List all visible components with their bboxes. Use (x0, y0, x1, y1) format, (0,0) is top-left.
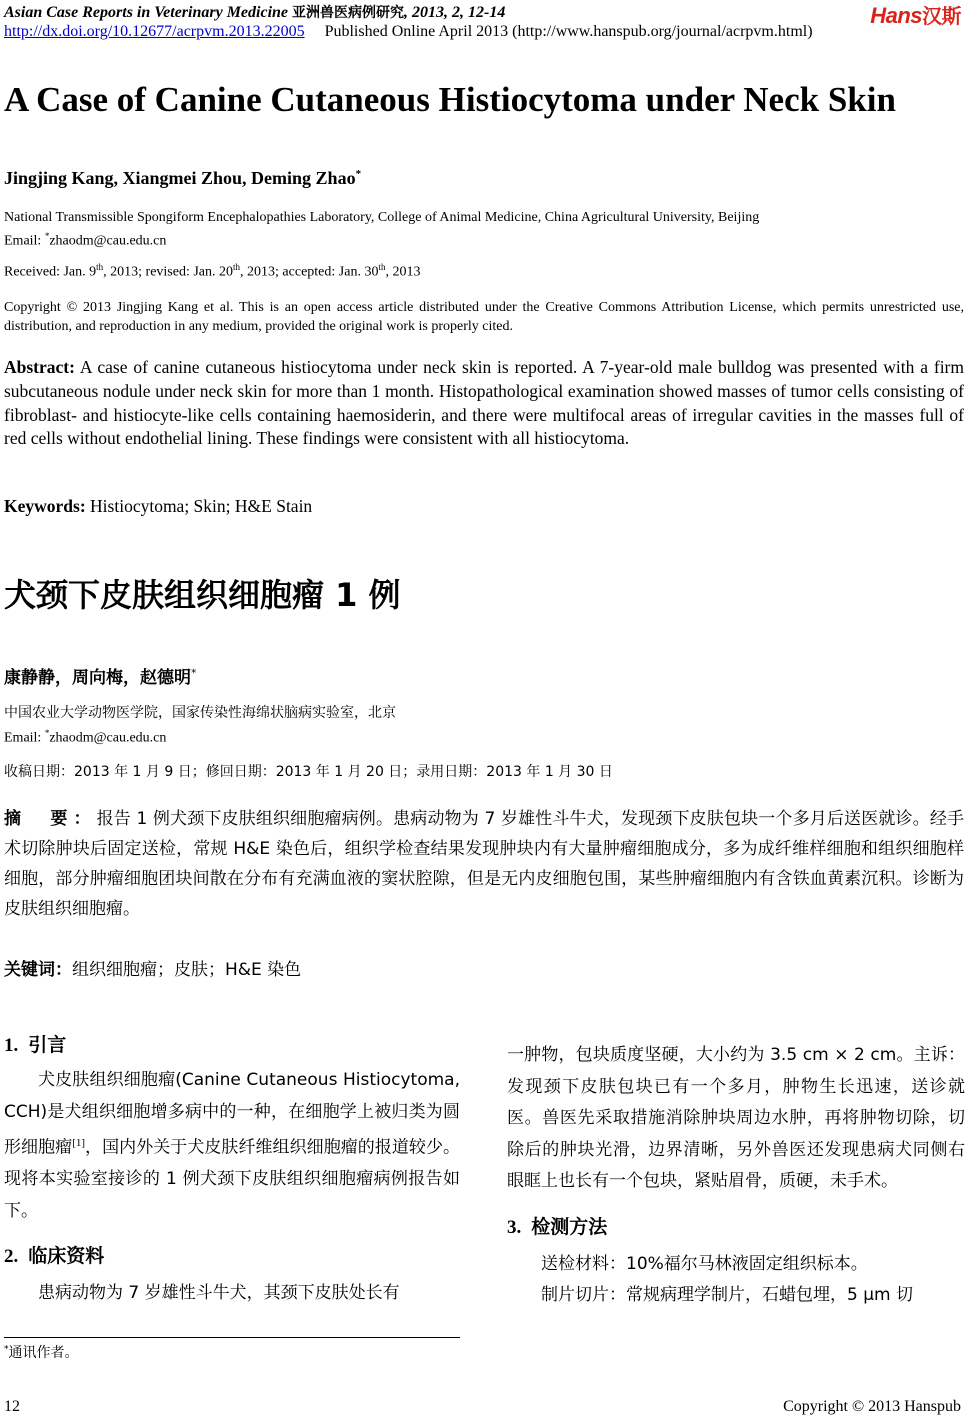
paragraph (4, 1065, 460, 1227)
footnote (4, 1342, 79, 1362)
section-number: 3. (507, 1216, 522, 1238)
email-label-cn: Email: (4, 730, 45, 746)
footnote-divider (4, 1337, 460, 1338)
ordinal-suffix: th (96, 262, 104, 272)
section-title: 检测方法 (531, 1215, 608, 1238)
email-mark-cn: * (44, 728, 50, 738)
published-online: Published Online April 2013 (http://www.hanspub.org/journal/acrpvm.html) (324, 23, 813, 40)
journal-name-cn: 亚洲兽医病例研究 (292, 5, 405, 21)
abstract-text-cn: 报告 1 例犬颈下皮肤组织细胞瘤病例。患病动物为 7 岁雄性斗牛犬，发现颈下皮肤包块一个多月后送医就诊。经手术切除肿块后固定送检，常规 H&E 染色后，组织学检查结果发现肿块内有大量肿瘤细胞成分，多为成纤维样细胞和组织细胞样细胞，部分肿瘤细胞团块间散在分布有充满血液的窦状腔隙，但是无内皮细胞包围，某些肿瘤细胞内有含铁血黄素沉积。诊断为皮肤组织细胞瘤。 (4, 809, 964, 919)
page-number: 12 (4, 1398, 20, 1415)
author-names-en: Jingjing Kang, Xiangmei Zhou, Deming Zhao (4, 168, 356, 188)
section-number: 1. (4, 1035, 19, 1056)
doi-line (4, 23, 813, 41)
paragraph: 送检材料：10%福尔马林液固定组织标本。 (541, 1253, 868, 1274)
affiliation-text-cn: 中国农业大学动物医学院，国家传染性海绵状脑病实验室，北京 (4, 705, 396, 721)
keywords-en (4, 496, 312, 517)
corresponding-mark: * (355, 168, 362, 180)
keywords-text-cn: 组织细胞瘤；皮肤；H&E 染色 (72, 960, 302, 980)
received-part: , 2013 (385, 264, 421, 280)
body-left-column (4, 1030, 460, 1310)
email-label: Email: (4, 233, 45, 249)
received-part: , 2013; accepted: Jan. 30 (240, 264, 379, 280)
body-right-column (507, 1040, 965, 1312)
section-number: 2. (4, 1246, 19, 1268)
logo-cn: 汉斯 (922, 4, 961, 28)
email-address: zhaodm@cau.edu.cn (49, 233, 167, 249)
affiliation-en (4, 208, 759, 251)
doi-link[interactable]: http://dx.doi.org/10.12677/acrpvm.2013.22005 (4, 23, 305, 40)
paragraph: 患病动物为 7 岁雄性斗牛犬，其颈下皮肤处长有 (38, 1283, 400, 1304)
footnote-mark: * (4, 1344, 9, 1355)
abstract-cn (4, 804, 964, 924)
affiliation-text-en: National Transmissible Spongiform Encephalopathies Laboratory, College of Animal Medicine, China Agricultural University, Beijing (4, 210, 760, 225)
keywords-label-cn: 关键词： (4, 960, 72, 980)
affiliation-cn (4, 703, 396, 749)
paragraph-text: 犬皮肤组织细胞瘤(Canine Cutaneous Histiocytoma, CCH)是犬组织细胞增多病中的一种，在细胞学上被归类为圆形细胞瘤 (4, 1070, 460, 1158)
section-title: 引言 (28, 1034, 67, 1056)
journal-header (4, 2, 505, 22)
paragraph: 制片切片：常规病理学制片，石蜡包埋，5 μm 切 (541, 1285, 913, 1305)
keywords-label-en: Keywords: (4, 496, 86, 516)
received-dates-en (4, 262, 420, 281)
authors-en (4, 168, 361, 189)
keywords-cn (4, 955, 301, 980)
email-mark: * (44, 231, 50, 241)
article-title-en: A Case of Canine Cutaneous Histiocytoma under Neck Skin (4, 80, 896, 119)
section-heading (4, 1030, 460, 1057)
received-part: , 2013; revised: Jan. 20 (103, 264, 234, 280)
abstract-text-en: A case of canine cutaneous histiocytoma under neck skin is reported. A 7-year-old male bulldog was presented with a firm subcutaneous nodule under neck skin for more than 1 month. Histopathological examination showed masses of tumor cells consisting of fibroblast- and histiocyte-like cells containing haemosiderin, and there were multifocal areas of irregular cavities in the masses full of red cells without endothelial lining. These findings were consistent with all histiocytoma. (4, 357, 964, 449)
keywords-text-en: Histiocytoma; Skin; H&E Stain (90, 496, 313, 516)
ordinal-suffix: th (378, 262, 386, 272)
abstract-label-cn: 摘 要： (4, 809, 97, 829)
abstract-en (4, 356, 964, 451)
email-line-cn (4, 723, 396, 749)
paragraph: 一肿物，包块质度坚硬，大小约为 3.5 cm × 2 cm。主诉：发现颈下皮肤包块已有一个多月，肿物生长迅速，送诊就医。兽医先采取措施消除肿块周边水肿，再将肿物切除，切除后的肿块光滑，边界清晰，另外兽医还发现患病犬同侧右眼眶上也长有一个包块，紧贴眉骨，质硬，未手术。 (507, 1045, 965, 1191)
logo-latin: Hans (870, 3, 922, 28)
received-dates-cn: 收稿日期：2013 年 1 月 9 日；修回日期：2013 年 1 月 20 日；录用日期：2013 年 1 月 30 日 (4, 764, 613, 780)
volume-info: , 2013, 2, 12-14 (404, 4, 506, 21)
email-address-cn: zhaodm@cau.edu.cn (49, 730, 167, 746)
copyright-notice: Copyright © 2013 Jingjing Kang et al. This is an open access article distributed under the Creative Commons Attribution License, which permits unrestricted use, distribution, and reproduction in any medium, provided the original work is properly cited. (4, 300, 964, 334)
corresponding-mark-cn: * (191, 666, 197, 680)
journal-name: Asian Case Reports in Veterinary Medicine (4, 4, 289, 21)
author-names-cn: 康静静，周向梅，赵德明 (4, 668, 191, 688)
publisher-logo (870, 0, 961, 29)
email-line-en (4, 227, 759, 251)
paragraph-text: ，国内外关于犬皮肤纤维组织细胞瘤的报道较少。现将本实验室接诊的 1 例犬颈下皮肤组织细胞瘤病例报告如下。 (4, 1137, 461, 1221)
citation-ref: [1] (72, 1137, 86, 1149)
section-heading (507, 1212, 965, 1239)
section-title: 临床资料 (28, 1245, 105, 1268)
footnote-text: 通讯作者。 (8, 1345, 79, 1361)
received-part: Received: Jan. 9 (4, 264, 97, 280)
section-heading (4, 1241, 460, 1268)
footer-copyright: Copyright © 2013 Hanspub (783, 1398, 961, 1415)
article-title-cn: 犬颈下皮肤组织细胞瘤 1 例 (4, 576, 401, 614)
abstract-label-en: Abstract: (4, 357, 75, 377)
ordinal-suffix: th (233, 262, 241, 272)
authors-cn (4, 663, 197, 688)
